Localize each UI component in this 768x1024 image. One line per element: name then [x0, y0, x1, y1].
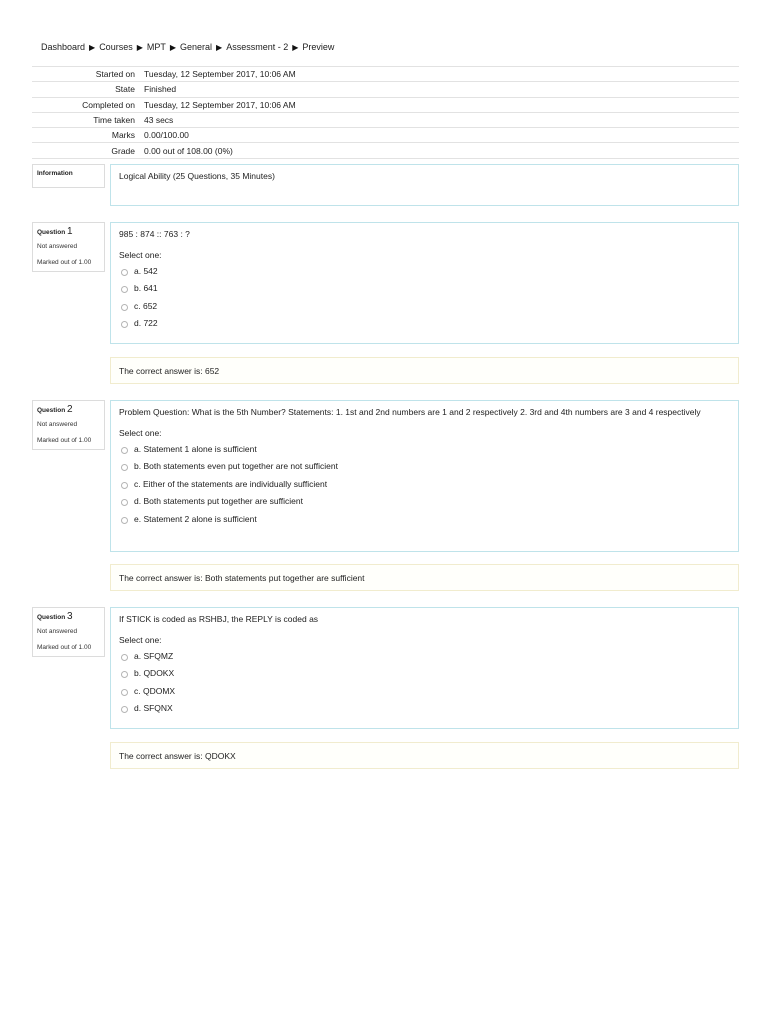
- breadcrumb-separator-icon: ▶: [216, 43, 223, 52]
- summary-value: 43 secs: [142, 112, 739, 127]
- question-number: 1: [66, 226, 73, 237]
- question-number: 3: [66, 611, 73, 622]
- summary-row-marks: [32, 128, 739, 143]
- information-content: [110, 164, 739, 206]
- radio-button[interactable]: [121, 654, 128, 661]
- question-text: 985 : 874 :: 763 : ?: [119, 229, 190, 239]
- summary-value: Finished: [142, 82, 739, 97]
- answer-option[interactable]: [119, 684, 730, 698]
- answer-option-label[interactable]: c. QDOMX: [134, 685, 176, 696]
- answer-option-label[interactable]: a. SFQMZ: [134, 650, 174, 661]
- answer-option[interactable]: [119, 649, 730, 663]
- question-label: Question: [37, 407, 66, 414]
- answer-option-label[interactable]: c. Either of the statements are individually sufficient: [134, 478, 328, 489]
- answer-option[interactable]: [119, 299, 730, 313]
- breadcrumb-assessment[interactable]: Assessment - 2: [226, 42, 289, 52]
- summary-label: Time taken: [32, 112, 142, 127]
- question-marked-out-of: Marked out of 1.00: [37, 644, 92, 651]
- select-one-label: Select one:: [119, 635, 162, 645]
- radio-button[interactable]: [121, 269, 128, 276]
- question-1-content: [110, 222, 739, 344]
- summary-label: Completed on: [32, 97, 142, 112]
- question-state: Not answered: [37, 628, 78, 635]
- information-info-box: [32, 164, 105, 188]
- breadcrumb-dashboard[interactable]: Dashboard: [41, 42, 86, 52]
- answer-option-label[interactable]: d. 722: [134, 318, 158, 329]
- question-2-feedback: [110, 564, 739, 591]
- question-2-content: [110, 400, 739, 552]
- select-one-label: Select one:: [119, 250, 162, 260]
- question-label: Question: [37, 614, 66, 621]
- question-marked-out-of: Marked out of 1.00: [37, 259, 92, 266]
- radio-button[interactable]: [121, 464, 128, 471]
- breadcrumb-separator-icon: ▶: [292, 43, 299, 52]
- answer-option[interactable]: [119, 460, 730, 474]
- summary-value: Tuesday, 12 September 2017, 10:06 AM: [142, 67, 739, 82]
- radio-button[interactable]: [121, 689, 128, 696]
- question-3-info-box: [32, 607, 105, 657]
- breadcrumb-separator-icon: ▶: [136, 43, 143, 52]
- question-3-feedback: [110, 742, 739, 769]
- question-1-info-box: [32, 222, 105, 272]
- question-1-feedback: [110, 357, 739, 384]
- summary-label: Marks: [32, 128, 142, 143]
- correct-answer-text: The correct answer is: Both statements put together are sufficient: [119, 572, 365, 583]
- answer-option-label[interactable]: d. SFQNX: [134, 703, 173, 714]
- summary-row-grade: [32, 143, 739, 158]
- breadcrumb-general[interactable]: General: [180, 42, 213, 52]
- answer-option[interactable]: [119, 667, 730, 681]
- answer-option[interactable]: [119, 264, 730, 278]
- question-3-content: [110, 607, 739, 729]
- answer-option-label[interactable]: d. Both statements put together are sufficient: [134, 496, 303, 507]
- summary-row-started: [32, 67, 739, 82]
- radio-button[interactable]: [121, 517, 128, 524]
- answer-option-label[interactable]: b. Both statements even put together are not sufficient: [134, 461, 338, 472]
- radio-button[interactable]: [121, 706, 128, 713]
- question-text: If STICK is coded as RSHBJ, the REPLY is coded as: [119, 614, 319, 624]
- information-label: Information: [37, 170, 73, 177]
- answer-option-label[interactable]: a. 542: [134, 265, 158, 276]
- answer-option-label[interactable]: e. Statement 2 alone is sufficient: [134, 513, 257, 524]
- radio-button[interactable]: [121, 321, 128, 328]
- answer-option[interactable]: [119, 282, 730, 296]
- answer-option-label[interactable]: a. Statement 1 alone is sufficient: [134, 443, 257, 454]
- radio-button[interactable]: [121, 499, 128, 506]
- breadcrumb-preview[interactable]: Preview: [302, 42, 335, 52]
- summary-value: Tuesday, 12 September 2017, 10:06 AM: [142, 97, 739, 112]
- answer-option-label[interactable]: c. 652: [134, 300, 158, 311]
- answer-option[interactable]: [119, 495, 730, 509]
- breadcrumb-separator-icon: ▶: [89, 43, 96, 52]
- radio-button[interactable]: [121, 304, 128, 311]
- answer-option-label[interactable]: b. 641: [134, 283, 158, 294]
- answer-option[interactable]: [119, 317, 730, 331]
- select-one-label: Select one:: [119, 428, 162, 438]
- radio-button[interactable]: [121, 671, 128, 678]
- breadcrumb-separator-icon: ▶: [169, 43, 177, 52]
- question-number: 2: [66, 404, 73, 415]
- question-2-heading: [37, 404, 100, 416]
- information-text: Logical Ability (25 Questions, 35 Minutes): [119, 171, 275, 181]
- question-state: Not answered: [37, 421, 78, 428]
- question-3-heading: [37, 611, 100, 623]
- question-state: Not answered: [37, 243, 78, 250]
- question-text: Problem Question: What is the 5th Number? Statements: 1. 1st and 2nd numbers are 1 and 2 respectively 2. 3rd and 4th numbers are 3 and 4 respectively: [119, 407, 701, 417]
- question-2-info-box: [32, 400, 105, 450]
- radio-button[interactable]: [121, 482, 128, 489]
- breadcrumb-courses[interactable]: Courses: [99, 42, 133, 52]
- summary-row-completed: [32, 97, 739, 112]
- question-label: Question: [37, 229, 66, 236]
- answer-option[interactable]: [119, 477, 730, 491]
- answer-option[interactable]: [119, 512, 730, 526]
- radio-button[interactable]: [121, 286, 128, 293]
- attempt-summary-table: [32, 66, 739, 159]
- breadcrumb-mpt[interactable]: MPT: [146, 42, 166, 52]
- summary-value: 0.00/100.00: [142, 128, 739, 143]
- question-marked-out-of: Marked out of 1.00: [37, 437, 92, 444]
- breadcrumb: [41, 42, 334, 52]
- correct-answer-text: The correct answer is: 652: [119, 365, 220, 376]
- summary-label: Started on: [32, 67, 142, 82]
- answer-option-label[interactable]: b. QDOKX: [134, 668, 175, 679]
- correct-answer-text: The correct answer is: QDOKX: [119, 750, 236, 761]
- radio-button[interactable]: [121, 447, 128, 454]
- summary-value: 0.00 out of 108.00 (0%): [142, 143, 739, 158]
- summary-label: State: [32, 82, 142, 97]
- summary-label: Grade: [32, 143, 142, 158]
- question-1-heading: [37, 226, 100, 238]
- summary-row-state: [32, 82, 739, 97]
- answer-option[interactable]: [119, 442, 730, 456]
- summary-row-time-taken: [32, 112, 739, 127]
- answer-option[interactable]: [119, 702, 730, 716]
